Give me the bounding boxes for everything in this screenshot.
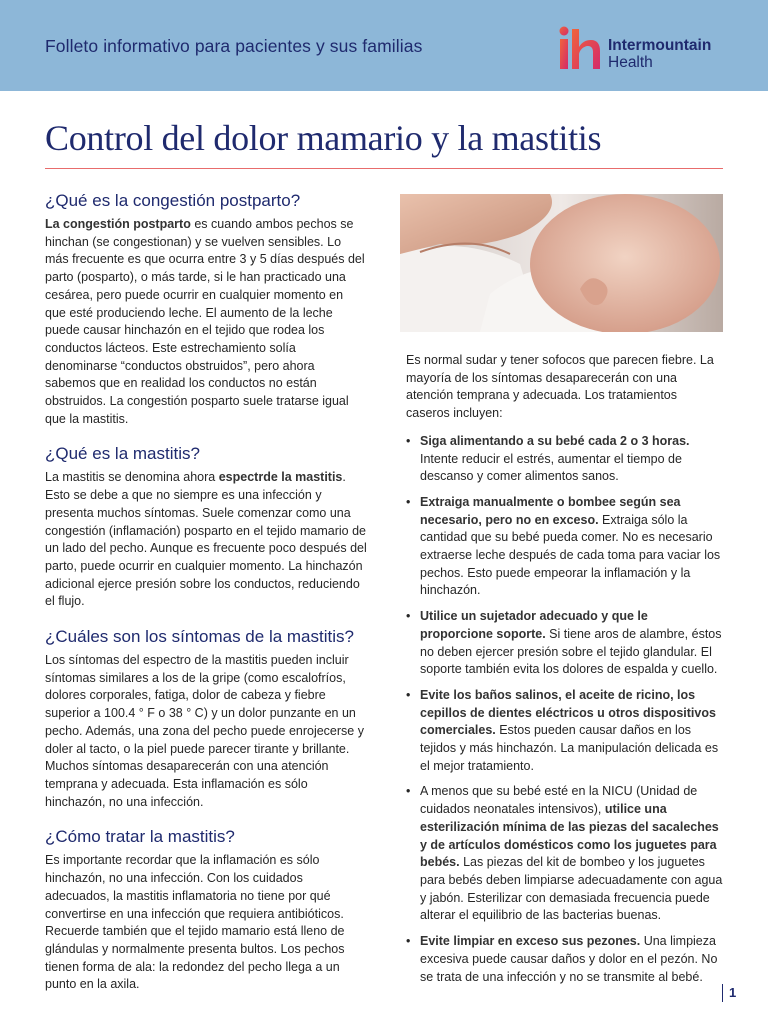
bold-text: utilice una esterilización mínima de las piezas del sacaleches y de artículos domésticos como los juguetes para bebés. xyxy=(420,802,719,870)
bold-text: Siga alimentando a su bebé cada 2 o 3 horas. xyxy=(420,433,690,448)
baby-photo-illustration xyxy=(400,194,723,332)
body-text: . Esto se debe a que no siempre es una infección y presenta muchos síntomas. Suele comenzar como una congestión (inflamación) posparto en el tejido mamario de un lado del pecho. Aunque es frecuente poco después del parto, puede ocurrir en cualquier momento. La hinchazón adicional ejerce presión sobre los conductos, reduciendo el flujo. xyxy=(45,470,367,609)
bold-text: Utilice un sujetador adecuado y que le proporcione soporte. xyxy=(420,609,648,641)
list-item xyxy=(406,608,724,679)
body-text: Una limpieza excesiva puede causar daños y dolor en el pezón. No se trata de una infección y no se transmite al bebé. xyxy=(420,934,718,984)
section-body xyxy=(45,469,367,611)
section-body xyxy=(45,852,367,994)
section-body xyxy=(45,216,367,428)
document-title: Control del dolor mamario y la mastitis xyxy=(45,118,602,158)
bold-text: Evite los baños salinos, el aceite de ricino, los cepillos de dientes eléctricos u otros dispositivos comerciales. xyxy=(420,687,716,738)
bullet: • xyxy=(406,494,411,509)
list-item xyxy=(406,783,724,925)
home-treatments-list xyxy=(406,433,724,986)
body-text: Si tiene aros de alambre, éstos no deben ejercer presión sobre el tejido glandular. El soporte también evita los dolores de espalda y cuello. xyxy=(420,626,722,677)
bold-text: Evite limpiar en exceso sus pezones. xyxy=(420,934,641,949)
section-body xyxy=(45,652,367,811)
title-divider xyxy=(45,168,723,169)
banner-text: Folleto informativo para pacientes y sus familias xyxy=(45,36,423,56)
body-text: La mastitis se denomina ahora xyxy=(45,470,219,485)
bullet: • xyxy=(406,433,411,448)
bullet: • xyxy=(406,784,411,799)
baby-photo xyxy=(400,194,723,332)
bold-text: espectrde la mastitis xyxy=(218,470,343,485)
logo-line-2: Health xyxy=(608,54,653,71)
bold-text: Extraiga manualmente o bombee según sea necesario, pero no en exceso. xyxy=(420,494,681,527)
body-text: Es importante recordar que la inflamación es sólo hinchazón, no una infección. Con los cuidados adecuados, la mastitis inflamatoria no tiene por qué convertirse en una infección que requiera antibióticos. Recuerde también que el tejido mamario está lleno de glándulas y normalmente presenta bultos. Los pechos tienen forma de ala: la redondez del pecho llega a un punto en la axila. xyxy=(45,853,345,992)
body-text: Intente reducir el estrés, aumentar el tiempo de descanso y comer alimentos sanos. xyxy=(420,451,682,484)
list-item xyxy=(406,933,724,986)
bullet: • xyxy=(406,687,411,702)
body-text: A menos que su bebé esté en la NICU (Unidad de cuidados neonatales intensivos), xyxy=(420,784,698,817)
page-number: 1 xyxy=(722,984,736,1002)
header-banner xyxy=(0,0,768,91)
bullet: • xyxy=(406,934,411,949)
bullet: • xyxy=(406,609,411,624)
body-text: Extraiga sólo la cantidad que su bebé pueda comer. No es necesario extraerse leche después de cada toma para vaciar los pechos. Esto puede empeorar la inflamación y la hinchazón. xyxy=(420,512,721,598)
body-text: Las piezas del kit de bombeo y los juguetes para bebés deben limpiarse adecuadamente con agua y jabón. Esterilizar con demasiada frecuencia puede alterar el equilibrio de las bacterias buenas. xyxy=(420,855,723,923)
right-column xyxy=(406,352,724,994)
list-item xyxy=(406,687,724,776)
left-column xyxy=(45,191,367,1010)
section-congestion xyxy=(45,191,367,428)
list-item xyxy=(406,433,724,486)
section-heading: ¿Cómo tratar la mastitis? xyxy=(45,827,235,847)
treatment-intro: Es normal sudar y tener sofocos que parecen fiebre. La mayoría de los síntomas desaparecerán con una atención temprana y adecuada. Los tratamientos caseros incluyen: xyxy=(406,353,714,421)
section-heading: ¿Qué es la congestión postparto? xyxy=(45,191,301,210)
section-symptoms xyxy=(45,627,367,811)
section-heading: ¿Cuáles son los síntomas de la mastitis? xyxy=(45,627,354,647)
list-item xyxy=(406,494,724,600)
logo-line-1: Intermountain xyxy=(608,37,712,54)
section-treatment xyxy=(45,827,367,994)
body-text: Estos pueden causar daños en los tejidos y más hinchazón. La manipulación delicada es el mejor tratamiento. xyxy=(420,723,719,773)
bold-text: La congestión postparto xyxy=(45,217,191,231)
body-text: es cuando ambos pechos se hinchan (se congestionan) y se vuelven sensibles. Lo más frecuente es que ocurra entre 3 y 5 días después del parto (posparto), o más tarde, si le han practicado una cesárea, pero puede ocurrir en cualquier momento en que esté produciendo leche. El aumento de la leche puede causar hinchazón en el tejido que rodea los conductos lácteos. Este estrechamiento solía denominarse “conductos obstruidos”, pero ahora sabemos que en realidad los conductos no están obstruidos. La congestión posparto suele tratarse igual que la mastitis. xyxy=(45,217,365,426)
section-heading: ¿Qué es la mastitis? xyxy=(45,444,200,464)
section-mastitis xyxy=(45,444,367,611)
intermountain-logo-mark-icon xyxy=(556,25,602,73)
body-text: Los síntomas del espectro de la mastitis pueden incluir síntomas similares a los de la gripe (como escalofríos, dolores corporales, fatiga, dolor de cabeza y fiebre superior a 100.4 ° F o 38 ° C) y un dolor punzante en un pecho. Además, una zona del pecho puede enrojecerse y doler al tacto, o la piel puede parecer tirante y brillante. Muchos síntomas desaparecerán con una atención temprana y adecuada. Esta inflamación es sólo hinchazón, no una infección. xyxy=(45,653,364,809)
intermountain-logo xyxy=(556,25,746,75)
